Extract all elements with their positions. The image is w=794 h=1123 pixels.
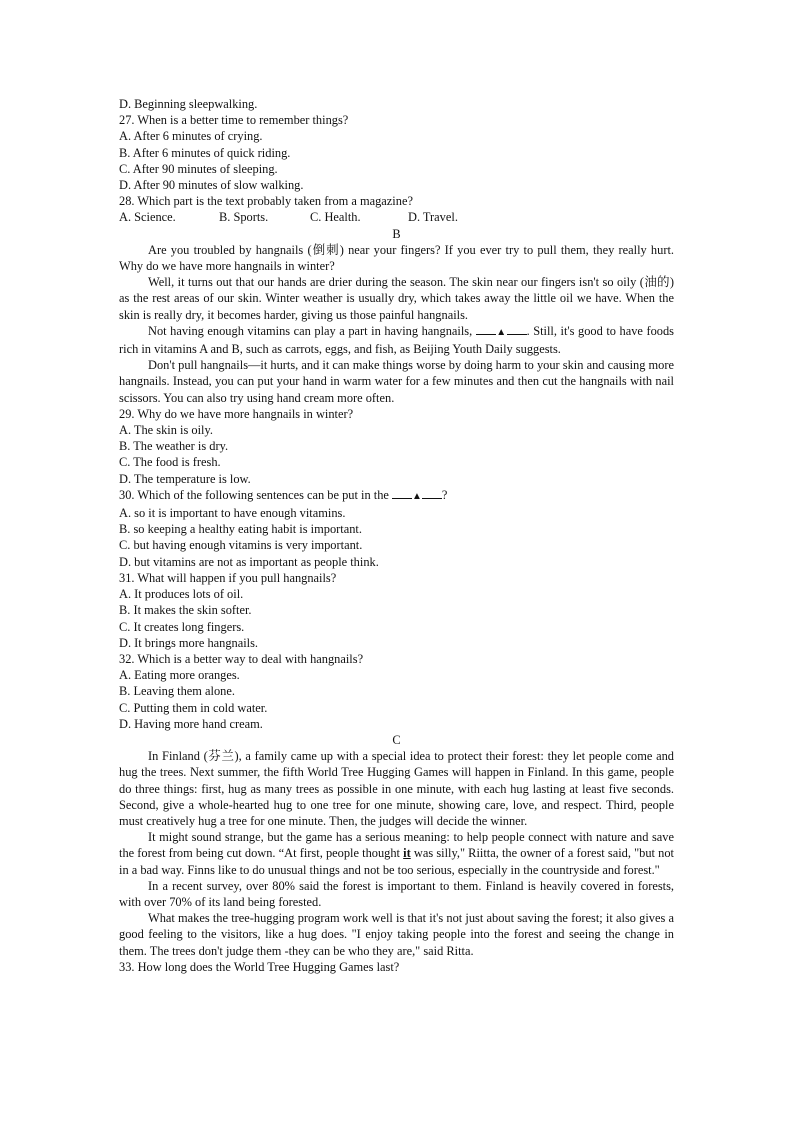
q28-option-c: C. Health. bbox=[310, 210, 361, 225]
q31-option-d: D. It brings more hangnails. bbox=[119, 635, 259, 650]
section-b-paragraph-2: Well, it turns out that our hands are drier during the season. The skin near our fingers isn't so oily (油的) as the rest areas of our skin. Winter weather is usually dry, which takes away the little oil we have. When the skin is really dry, it becomes harder, giving us those painful hangnails. bbox=[119, 275, 674, 322]
blank-line bbox=[476, 323, 496, 335]
blank-line bbox=[392, 487, 412, 499]
q28-options bbox=[119, 209, 674, 225]
section-c-paragraph-2-end: was silly," Riitta, the owner of a forest said, "but not in a bad way. Finns like to do unusual things and not be too serious, especially in the countryside and forest." bbox=[119, 846, 674, 877]
q28-question: 28. Which part is the text probably taken from a magazine? bbox=[119, 194, 413, 209]
q27-option-a: A. After 6 minutes of crying. bbox=[119, 129, 263, 144]
section-c-paragraph-1: In Finland (芬兰), a family came up with a special idea to protect their forest: they let people come and hug the trees. Next summer, the fifth World Tree Hugging Games will happen in Finland. In this game, people do three things: first, hug as many trees as possible in one minute, with each hug lasting at least five seconds. Second, give a whole-hearted hug to one tree for one minute, showing care, love, and respect. Third, people must creatively hug a tree for one minute. Then, the judges will decide the winner. bbox=[119, 749, 674, 828]
q31-question: 31. What will happen if you pull hangnails? bbox=[119, 570, 337, 585]
blank-line bbox=[422, 487, 442, 499]
section-b-paragraph-1: Are you troubled by hangnails (倒刺) near your fingers? If you ever try to pull them, they really hurt. Why do we have more hangnails in winter? bbox=[119, 242, 674, 274]
q26-option-d: D. Beginning sleepwalking. bbox=[119, 97, 258, 111]
q30-option-c: C. but having enough vitamins is very important. bbox=[119, 538, 363, 553]
q28-option-d: D. Travel. bbox=[408, 210, 458, 225]
q30-question-start: 30. Which of the following sentences can be put in the bbox=[119, 487, 392, 502]
q31-option-a: A. It produces lots of oil. bbox=[119, 587, 244, 602]
q30-option-b: B. so keeping a healthy eating habit is important. bbox=[119, 522, 362, 537]
section-c-paragraph-2-start: It might sound strange, but the game has a serious meaning: to help people connect with nature and save the forest from being cut down. “At first, people thought bbox=[119, 830, 674, 861]
q30-question bbox=[119, 487, 674, 505]
q31-option-c: C. It creates long fingers. bbox=[119, 619, 245, 634]
section-b-paragraph-3-start: Not having enough vitamins can play a part in having hangnails, bbox=[148, 323, 476, 338]
q28-option-b: B. Sports. bbox=[219, 210, 269, 225]
q31-option-b: B. It makes the skin softer. bbox=[119, 603, 252, 618]
q29-option-c: C. The food is fresh. bbox=[119, 455, 221, 470]
q30-option-a: A. so it is important to have enough vitamins. bbox=[119, 506, 346, 521]
q27-question: 27. When is a better time to remember things? bbox=[119, 113, 349, 128]
blank-line bbox=[507, 323, 527, 335]
section-c-paragraph-3: In a recent survey, over 80% said the forest is important to them. Finland is heavily covered in forests, with over 70% of its land being forested. bbox=[119, 878, 674, 909]
section-b-heading: B bbox=[392, 226, 401, 241]
q29-question: 29. Why do we have more hangnails in winter? bbox=[119, 406, 354, 421]
exam-page bbox=[119, 96, 674, 975]
q29-option-d: D. The temperature is low. bbox=[119, 471, 251, 486]
section-b-paragraph-3 bbox=[119, 323, 674, 357]
q30-option-d: D. but vitamins are not as important as people think. bbox=[119, 554, 379, 569]
q32-option-a: A. Eating more oranges. bbox=[119, 668, 240, 683]
section-c-heading: C bbox=[392, 732, 401, 747]
blank-triangle-icon: ▲ bbox=[411, 490, 422, 502]
underlined-word-it: it bbox=[403, 846, 411, 861]
section-c-paragraph-4: What makes the tree-hugging program work well is that it's not just about saving the forest; it also gives a good feeling to the visitors, like a hug does. "I enjoy taking people into the forest and seeing the change in them. The trees don't judge them -they can be who they are," said Ritta. bbox=[119, 911, 674, 958]
blank-triangle-icon: ▲ bbox=[495, 326, 507, 338]
section-b-paragraph-3-end: . Still, it's good to have foods rich in vitamins A and B, such as carrots, eggs, and fish, as Beijing Youth Daily suggests. bbox=[119, 323, 674, 357]
q33-question: 33. How long does the World Tree Hugging Games last? bbox=[119, 959, 400, 974]
q32-question: 32. Which is a better way to deal with hangnails? bbox=[119, 651, 364, 666]
q29-option-b: B. The weather is dry. bbox=[119, 439, 229, 454]
section-b-paragraph-4: Don't pull hangnails—it hurts, and it can make things worse by doing harm to your skin and causing more hangnails. Instead, you can put your hand in warm water for a few minutes and then cut the hangnails with nail scissors. You can also try using hand cream more often. bbox=[119, 358, 674, 405]
q27-option-c: C. After 90 minutes of sleeping. bbox=[119, 161, 278, 176]
q32-option-c: C. Putting them in cold water. bbox=[119, 700, 268, 715]
q30-question-end: ? bbox=[441, 487, 448, 502]
q28-option-a: A. Science. bbox=[119, 210, 176, 225]
q32-option-b: B. Leaving them alone. bbox=[119, 684, 235, 699]
q29-option-a: A. The skin is oily. bbox=[119, 423, 213, 438]
q27-option-b: B. After 6 minutes of quick riding. bbox=[119, 145, 291, 160]
q27-option-d: D. After 90 minutes of slow walking. bbox=[119, 178, 304, 193]
q32-option-d: D. Having more hand cream. bbox=[119, 716, 263, 731]
section-c-paragraph-2 bbox=[119, 829, 674, 878]
